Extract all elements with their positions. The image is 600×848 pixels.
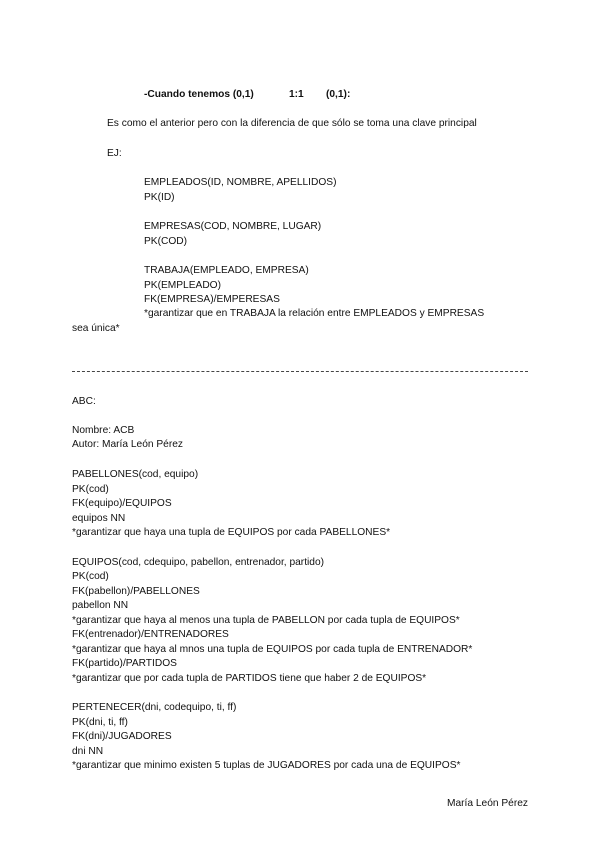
section-heading bbox=[144, 88, 254, 101]
pertenecer-line: PK(dni, ti, ff) bbox=[72, 717, 128, 728]
pertenecer-line: FK(dni)/JUGADORES bbox=[72, 731, 172, 742]
pertenecer-line: PERTENECER(dni, codequipo, ti, ff) bbox=[72, 702, 237, 713]
example-line: PK(EMPLEADO) bbox=[144, 280, 221, 291]
abc-autor: Autor: María León Pérez bbox=[72, 439, 183, 450]
example-line: FK(EMPRESA)/EMPERESAS bbox=[144, 294, 280, 305]
pabellones-line: FK(equipo)/EQUIPOS bbox=[72, 498, 172, 509]
example-note: *garantizar que en TRABAJA la relación entre EMPLEADOS y EMPRESAS bbox=[144, 308, 485, 319]
footer-author: María León Pérez bbox=[447, 798, 528, 809]
pertenecer-line: *garantizar que minimo existen 5 tuplas de JUGADORES por cada una de EQUIPOS* bbox=[72, 760, 461, 771]
example-note-wrap: sea única* bbox=[72, 323, 120, 334]
pabellones-line: *garantizar que haya una tupla de EQUIPOS por cada PABELLONES* bbox=[72, 527, 391, 538]
example-line: PK(ID) bbox=[144, 192, 175, 203]
equipos-line: FK(pabellon)/PABELLONES bbox=[72, 586, 200, 597]
equipos-line: *garantizar que por cada tupla de PARTIDOS tiene que haber 2 de EQUIPOS* bbox=[72, 673, 427, 684]
equipos-line: *garantizar que haya al menos una tupla de PABELLON por cada tupla de EQUIPOS* bbox=[72, 615, 460, 626]
equipos-line: pabellon NN bbox=[72, 600, 129, 611]
heading-prefix: - bbox=[144, 89, 148, 100]
abc-title: ABC: bbox=[72, 396, 96, 407]
heading-ratio: 1:1 bbox=[289, 89, 304, 100]
example-line: TRABAJA(EMPLEADO, EMPRESA) bbox=[144, 265, 309, 276]
equipos-line: FK(entrenador)/ENTRENADORES bbox=[72, 629, 229, 640]
example-line: EMPRESAS(COD, NOMBRE, LUGAR) bbox=[144, 221, 322, 232]
example-line: EMPLEADOS(ID, NOMBRE, APELLIDOS) bbox=[144, 177, 337, 188]
intro-paragraph: Es como el anterior pero con la diferencia de que sólo se toma una clave principal bbox=[107, 118, 477, 129]
dashed-separator bbox=[72, 371, 528, 372]
equipos-line: *garantizar que haya al mnos una tupla de EQUIPOS por cada tupla de ENTRENADOR* bbox=[72, 644, 473, 655]
equipos-line: FK(partido)/PARTIDOS bbox=[72, 658, 177, 669]
pertenecer-line: dni NN bbox=[72, 746, 104, 757]
equipos-line: EQUIPOS(cod, cdequipo, pabellon, entrenador, partido) bbox=[72, 557, 325, 568]
pabellones-line: equipos NN bbox=[72, 513, 126, 524]
equipos-line: PK(cod) bbox=[72, 571, 109, 582]
heading-right: (0,1): bbox=[326, 89, 351, 100]
example-line: PK(COD) bbox=[144, 236, 188, 247]
pabellones-line: PABELLONES(cod, equipo) bbox=[72, 469, 199, 480]
pabellones-line: PK(cod) bbox=[72, 484, 109, 495]
ej-label: EJ: bbox=[107, 148, 122, 159]
heading-text: Cuando tenemos (0,1) bbox=[147, 89, 254, 100]
abc-nombre: Nombre: ACB bbox=[72, 425, 135, 436]
